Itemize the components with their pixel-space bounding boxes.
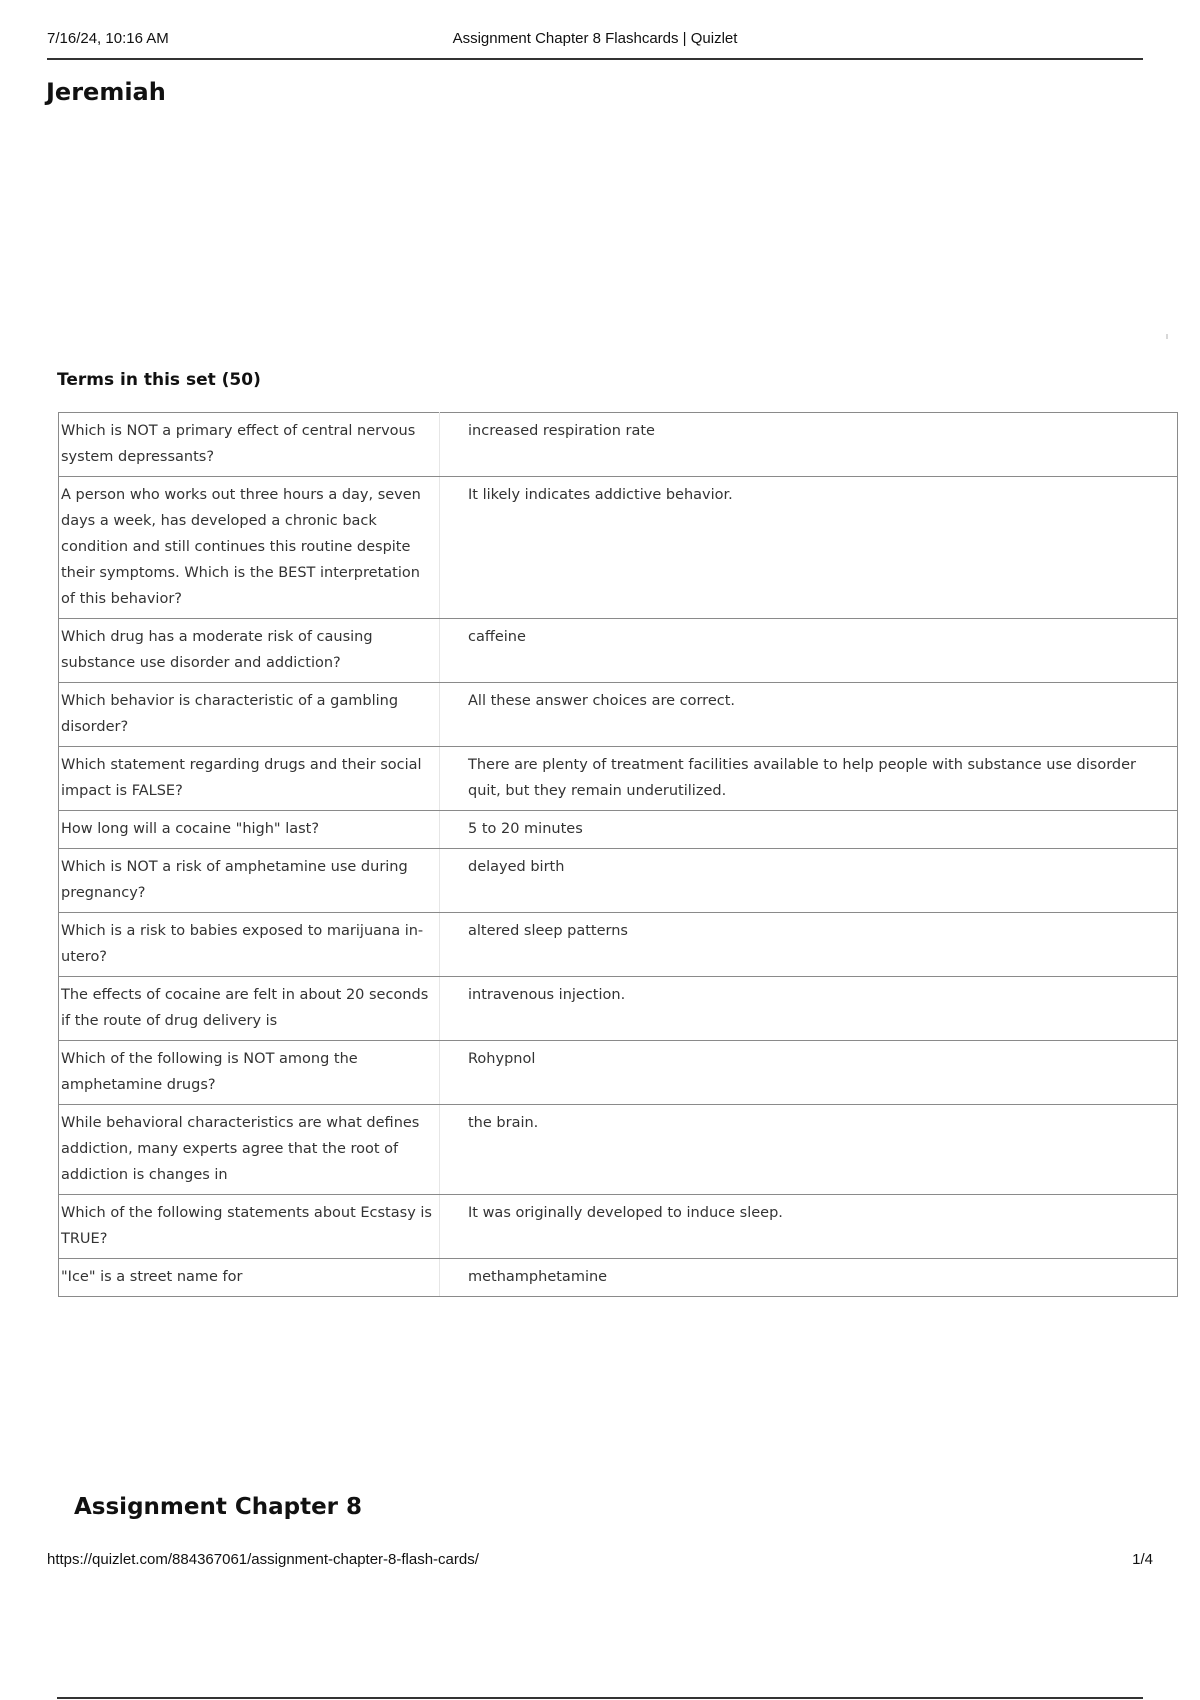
print-page-number: 1/4	[1132, 1551, 1153, 1568]
definition-text: 5 to 20 minutes	[440, 811, 1178, 849]
definition-text: caffeine	[440, 619, 1178, 683]
set-title: Assignment Chapter 8	[74, 1494, 363, 1520]
term-text: The effects of cocaine are felt in about 20 seconds if the route of drug delivery is	[59, 977, 440, 1041]
print-url: https://quizlet.com/884367061/assignment-chapter-8-flash-cards/	[47, 1551, 479, 1568]
term-text: A person who works out three hours a day, seven days a week, has developed a chronic back condition and still continues this routine despite their symptoms. Which is the BEST interpretation of this behavior?	[59, 477, 440, 619]
term-row	[59, 683, 1178, 747]
definition-text: Rohypnol	[440, 1041, 1178, 1105]
term-text: "Ice" is a street name for	[59, 1259, 440, 1297]
term-text: Which of the following statements about Ecstasy is TRUE?	[59, 1195, 440, 1259]
definition-text: intravenous injection.	[440, 977, 1178, 1041]
term-row	[59, 477, 1178, 619]
definition-text: delayed birth	[440, 849, 1178, 913]
print-header	[47, 28, 1143, 60]
terms-table	[58, 412, 1178, 1297]
scroll-indicator	[1166, 334, 1168, 339]
term-text: Which behavior is characteristic of a gambling disorder?	[59, 683, 440, 747]
user-name: Jeremiah	[46, 78, 166, 106]
term-text: Which is NOT a risk of amphetamine use during pregnancy?	[59, 849, 440, 913]
print-date: 7/16/24, 10:16 AM	[47, 30, 169, 47]
term-row	[59, 1259, 1178, 1297]
term-row	[59, 811, 1178, 849]
term-text: Which statement regarding drugs and their social impact is FALSE?	[59, 747, 440, 811]
term-row	[59, 747, 1178, 811]
term-row	[59, 849, 1178, 913]
definition-text: altered sleep patterns	[440, 913, 1178, 977]
definition-text: All these answer choices are correct.	[440, 683, 1178, 747]
definition-text: It likely indicates addictive behavior.	[440, 477, 1178, 619]
print-page-title: Assignment Chapter 8 Flashcards | Quizlet	[452, 30, 738, 47]
term-text: Which is NOT a primary effect of central nervous system depressants?	[59, 413, 440, 477]
term-text: Which of the following is NOT among the amphetamine drugs?	[59, 1041, 440, 1105]
terms-table-body	[59, 413, 1178, 1297]
definition-text: the brain.	[440, 1105, 1178, 1195]
term-row	[59, 1195, 1178, 1259]
term-row	[59, 977, 1178, 1041]
term-row	[59, 913, 1178, 977]
term-text: How long will a cocaine "high" last?	[59, 811, 440, 849]
term-row	[59, 413, 1178, 477]
terms-table-container	[58, 412, 1178, 1304]
definition-text: There are plenty of treatment facilities available to help people with substance use disorder quit, but they remain underutilized.	[440, 747, 1178, 811]
definition-text: methamphetamine	[440, 1259, 1178, 1297]
term-text: Which drug has a moderate risk of causing substance use disorder and addiction?	[59, 619, 440, 683]
definition-text: increased respiration rate	[440, 413, 1178, 477]
term-text: While behavioral characteristics are what defines addiction, many experts agree that the root of addiction is changes in	[59, 1105, 440, 1195]
term-row	[59, 619, 1178, 683]
definition-text: It was originally developed to induce sleep.	[440, 1195, 1178, 1259]
term-row	[59, 1105, 1178, 1195]
terms-heading: Terms in this set (50)	[57, 370, 261, 390]
bottom-divider	[57, 1697, 1143, 1699]
term-text: Which is a risk to babies exposed to marijuana in-utero?	[59, 913, 440, 977]
term-row	[59, 1041, 1178, 1105]
